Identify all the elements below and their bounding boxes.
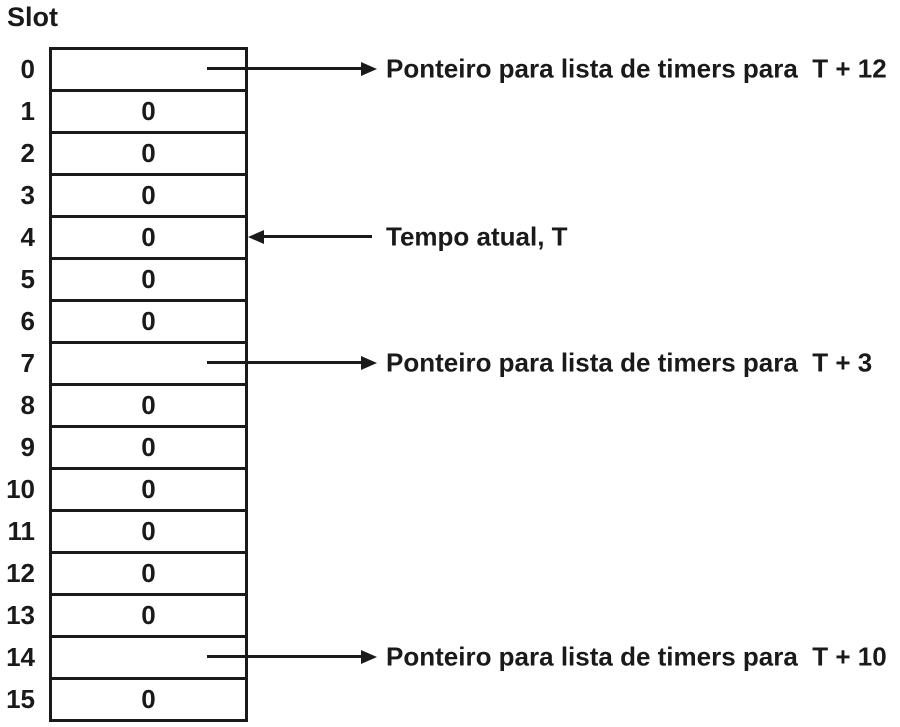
annotation-label: Ponteiro para lista de timers para T + 12 [386, 53, 887, 84]
slot-cell [52, 680, 245, 719]
arrowhead-left-icon [248, 230, 264, 244]
slot-number: 3 [20, 180, 35, 210]
slot-cell [52, 470, 245, 512]
slot-cell [52, 512, 245, 554]
slot-value: 0 [141, 390, 156, 420]
slot-cell [52, 176, 245, 218]
slot-cell [52, 596, 245, 638]
slot-cell [52, 554, 245, 596]
slot-cell [52, 134, 245, 176]
slot-number: 15 [6, 684, 35, 714]
arrow-line [207, 67, 362, 70]
slot-value: 0 [141, 600, 156, 630]
slot-column-title: Slot [7, 2, 58, 32]
slot-number: 10 [6, 474, 35, 504]
slot-value: 0 [141, 138, 156, 168]
slot-cell [52, 428, 245, 470]
arrowhead-right-icon [361, 62, 377, 76]
slot-number-column [0, 47, 35, 722]
slot-number: 0 [20, 54, 35, 84]
slot-value: 0 [141, 222, 156, 252]
slot-number: 2 [20, 138, 35, 168]
slot-number: 11 [7, 516, 35, 546]
slot-number: 5 [20, 264, 35, 294]
arrow-line [207, 361, 362, 364]
annotation-label: Tempo atual, T [386, 221, 568, 252]
arrowhead-right-icon [361, 356, 377, 370]
slot-number: 14 [6, 642, 35, 672]
slot-number: 12 [6, 558, 35, 588]
slot-cell [52, 218, 245, 260]
slot-value: 0 [141, 516, 156, 546]
slot-cell [52, 260, 245, 302]
slot-cell [52, 92, 245, 134]
slot-cell [52, 50, 245, 92]
slot-number: 4 [20, 222, 35, 252]
slot-cell [52, 302, 245, 344]
slot-number: 9 [20, 432, 35, 462]
arrow-line [260, 235, 372, 238]
slot-cell [52, 386, 245, 428]
slot-number: 13 [6, 600, 35, 630]
arrowhead-right-icon [361, 650, 377, 664]
slot-value: 0 [141, 306, 156, 336]
slot-value: 0 [141, 432, 156, 462]
slot-table [49, 47, 248, 722]
slot-value: 0 [141, 558, 156, 588]
slot-number: 6 [20, 306, 35, 336]
slot-value: 0 [141, 180, 156, 210]
slot-value: 0 [141, 684, 156, 714]
slot-value: 0 [141, 264, 156, 294]
arrow-line [207, 655, 362, 658]
annotation-label: Ponteiro para lista de timers para T + 3 [386, 347, 873, 378]
slot-cell [52, 344, 245, 386]
slot-number: 7 [20, 348, 35, 378]
slot-cell [52, 638, 245, 680]
slot-value: 0 [141, 474, 156, 504]
annotation-label: Ponteiro para lista de timers para T + 10 [386, 641, 887, 672]
slot-value: 0 [141, 96, 156, 126]
slot-number: 8 [20, 390, 35, 420]
slot-number: 1 [20, 96, 35, 126]
